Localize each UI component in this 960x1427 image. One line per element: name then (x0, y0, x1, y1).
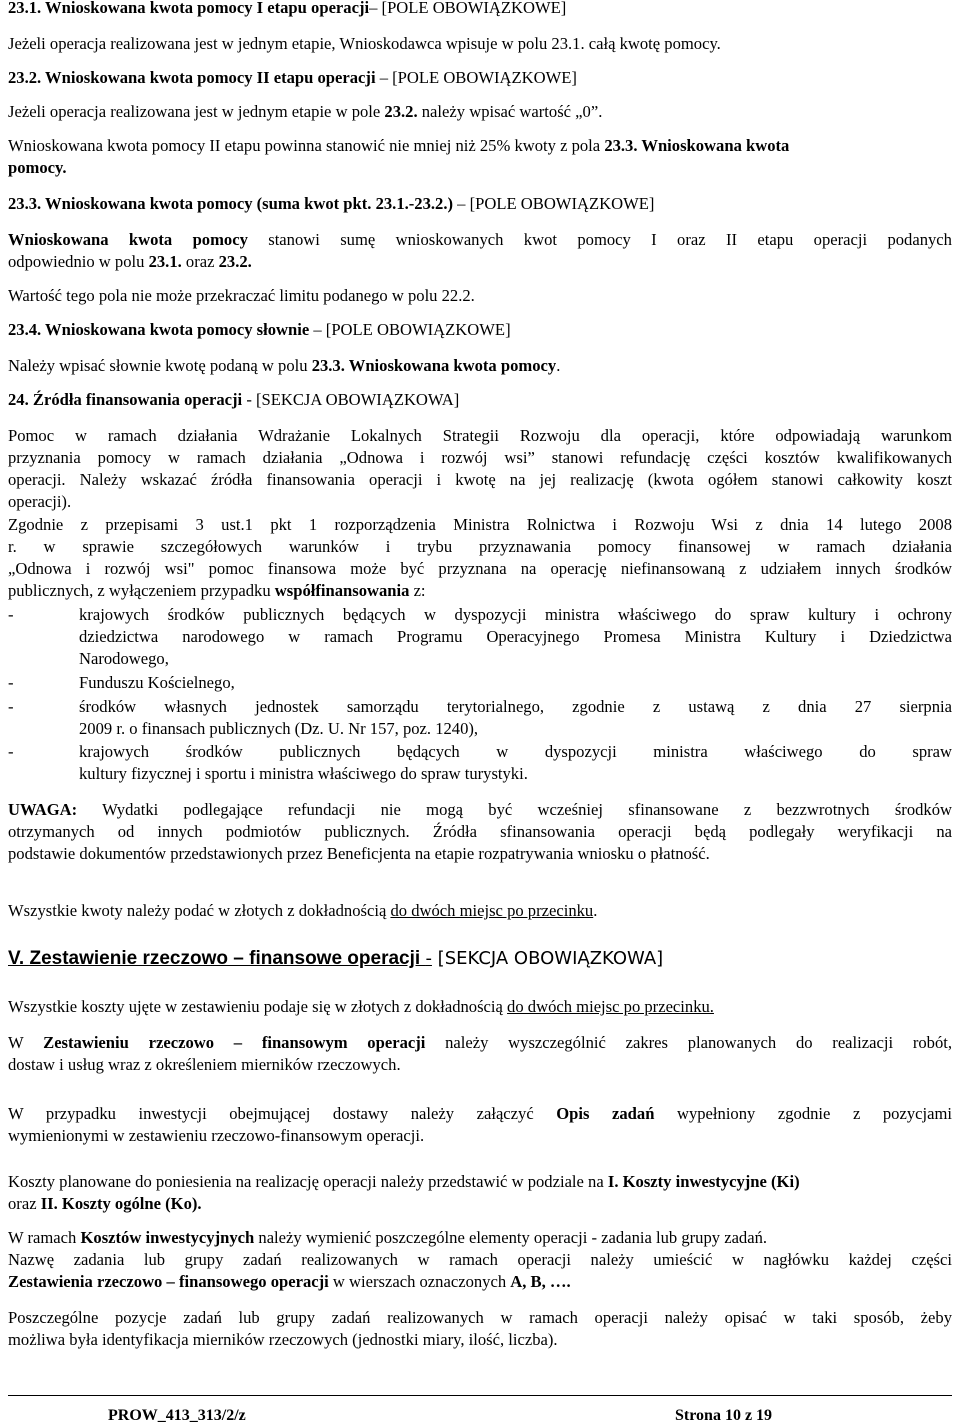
footer-page-number: Strona 10 z 19 (675, 1407, 773, 1424)
bullet-dash: - (8, 742, 14, 761)
opis-zadan-line-1: W przypadku inwestycji obejmującej dostawy należy załączyć Opis zadań wypełniony zgodnie z pozycjami (8, 1104, 952, 1123)
opis-zadan-line-2: wymienionymi w zestawieniu rzeczowo-finansowym operacji. (8, 1126, 425, 1145)
section-24-heading: 24. Źródła finansowania operacji - [SEKCJA OBOWIĄZKOWA] (8, 390, 460, 409)
bullet-4-line-1: krajowych środków publicznych będących w dyspozycji ministra właściwego do spraw (79, 742, 952, 761)
section-v-heading: V. Zestawienie rzeczowo – finansowe operacji - [SEKCJA OBOWIĄZKOWA] (8, 948, 664, 969)
zestawienie-line-2: dostaw i usług wraz z określeniem mierników rzeczowych. (8, 1055, 401, 1074)
bullet-1-line-2: dziedzictwa narodowego w ramach Programu Operacyjnego Promesa Ministra Kultury i Dziedzictwa (79, 627, 952, 646)
uwaga-line-2: otrzymanych od innych podmiotów publicznych. Źródła sfinansowania operacji będą podlegały weryfikacji na (8, 822, 952, 841)
bullet-dash: - (8, 605, 14, 624)
uwaga-line-1: UWAGA: Wydatki podlegające refundacji nie mogą być wcześniej sfinansowane z bezzwrotnych środków (8, 800, 952, 819)
section-24-p2-line-4: publicznych, z wyłączeniem przypadku współfinansowania z: (8, 581, 426, 600)
bullet-3-line-1: środków własnych jednostek samorządu terytorialnego, zgodnie z ustawą z dnia 27 sierpnia (79, 697, 952, 716)
section-23-1-text: Jeżeli operacja realizowana jest w jednym etapie, Wnioskodawca wpisuje w polu 23.1. całą kwotę pomocy. (8, 34, 721, 53)
koszty-podzial-line-2: oraz II. Koszty ogólne (Ko). (8, 1194, 202, 1213)
section-24-p2-line-2: r. w sprawie szczegółowych warunków i trybu przyznawania pomocy finansowej w ramach działania (8, 537, 952, 556)
section-24-p1-line-1: Pomoc w ramach działania Wdrażanie Lokalnych Strategii Rozwoju dla operacji, które odpowiadają warunkom (8, 426, 952, 445)
section-23-3-text-3: Wartość tego pola nie może przekraczać limitu podanego w polu 22.2. (8, 286, 475, 305)
section-23-4-heading: 23.4. Wnioskowana kwota pomocy słownie – [POLE OBOWIĄZKOWE] (8, 320, 511, 339)
pozycje-line-1: Poszczególne pozycje zadań lub grupy zadań realizowanych w ramach operacji należy opisać w taki sposób, żeby (8, 1308, 952, 1327)
section-24-p1-line-4: operacji). (8, 492, 72, 511)
pozycje-line-2: możliwa była identyfikacja mierników rzeczowych (jednostki miary, ilość, liczba). (8, 1330, 558, 1349)
section-23-3-text-2: odpowiednio w polu 23.1. oraz 23.2. (8, 252, 252, 271)
zestawienie-line-1: W Zestawieniu rzeczowo – finansowym operacji należy wyszczególnić zakres planowanych do realizacji robót, (8, 1033, 953, 1052)
section-23-4-text: Należy wpisać słownie kwotę podaną w polu 23.3. Wnioskowana kwota pomocy. (8, 356, 561, 375)
footer-rule (8, 1395, 952, 1396)
bullet-3-line-2: 2009 r. o finansach publicznych (Dz. U. Nr 157, poz. 1240), (79, 719, 479, 738)
section-23-2-text-1: Jeżeli operacja realizowana jest w jednym etapie w pole 23.2. należy wpisać wartość „0”. (8, 102, 603, 121)
footer-document-code: PROW_413_313/2/z (108, 1407, 246, 1424)
bullet-1-line-3: Narodowego, (79, 649, 169, 668)
kwoty-note: Wszystkie kwoty należy podać w złotych z dokładnością do dwóch miejsc po przecinku. (8, 901, 598, 920)
section-24-p2-line-3: „Odnowa i rozwój wsi" pomoc finansowa może być przyznana na operację niefinansowaną z udziałem innych środków (8, 559, 952, 578)
koszty-inwestycyjne-line-1: W ramach Kosztów inwestycyjnych należy wymienić poszczególne elementy operacji - zadania lub grupy zadań. (8, 1228, 768, 1247)
koszty-inwestycyjne-line-3: Zestawienia rzeczowo – finansowego operacji w wierszach oznaczonych A, B, …. (8, 1272, 571, 1291)
section-23-1-heading: 23.1. Wnioskowana kwota pomocy I etapu operacji– [POLE OBOWIĄZKOWE] (8, 0, 567, 17)
section-23-3-text-1: Wnioskowana kwota pomocy stanowi sumę wnioskowanych kwot pomocy I oraz II etapu operacji podanych (8, 230, 952, 249)
bullet-dash: - (8, 697, 14, 716)
bullet-1-line-1: krajowych środków publicznych będących w dyspozycji ministra właściwego do spraw kultury i ochrony (79, 605, 952, 624)
section-23-3-heading: 23.3. Wnioskowana kwota pomocy (suma kwot pkt. 23.1.-23.2.) – [POLE OBOWIĄZKOWE] (8, 194, 655, 213)
section-24-p2-line-1: Zgodnie z przepisami 3 ust.1 pkt 1 rozporządzenia Ministra Rolnictwa i Rozwoju Wsi z dnia 14 lutego 2008 (8, 515, 952, 534)
bullet-dash: - (8, 673, 14, 692)
section-24-p1-line-3: operacji. Należy wskazać źródła finansowania operacji i kwotę na jej realizację (kwota ogółem stanowi całkowity koszt (8, 470, 952, 489)
koszty-inwestycyjne-line-2: Nazwę zadania lub grupy zadań realizowanych w ramach operacji należy umieścić w nagłówku każdej części (8, 1250, 952, 1269)
koszty-note: Wszystkie koszty ujęte w zestawieniu podaje się w złotych z dokładnością do dwóch miejsc po przecinku. (8, 997, 714, 1016)
section-23-2-heading: 23.2. Wnioskowana kwota pomocy II etapu operacji – [POLE OBOWIĄZKOWE] (8, 68, 577, 87)
section-23-2-text-3: pomocy. (8, 158, 67, 177)
section-24-p1-line-2: przyznania pomocy w ramach działania „Odnowa i rozwój wsi” stanowi refundację części kosztów kwalifikowanych (8, 448, 952, 467)
uwaga-line-3: podstawie dokumentów przedstawionych przez Beneficjenta na etapie rozpatrywania wniosku o płatność. (8, 844, 710, 863)
bullet-2-line-1: Funduszu Kościelnego, (79, 673, 235, 692)
bullet-4-line-2: kultury fizycznej i sportu i ministra właściwego do spraw turystyki. (79, 764, 528, 783)
koszty-podzial-line-1: Koszty planowane do poniesienia na realizację operacji należy przedstawić w podziale na I. Koszty inwestycyjne (Ki) (8, 1172, 800, 1191)
section-23-2-text-2: Wnioskowana kwota pomocy II etapu powinna stanowić nie mniej niż 25% kwoty z pola 23.3. Wnioskowana kwota (8, 136, 790, 155)
